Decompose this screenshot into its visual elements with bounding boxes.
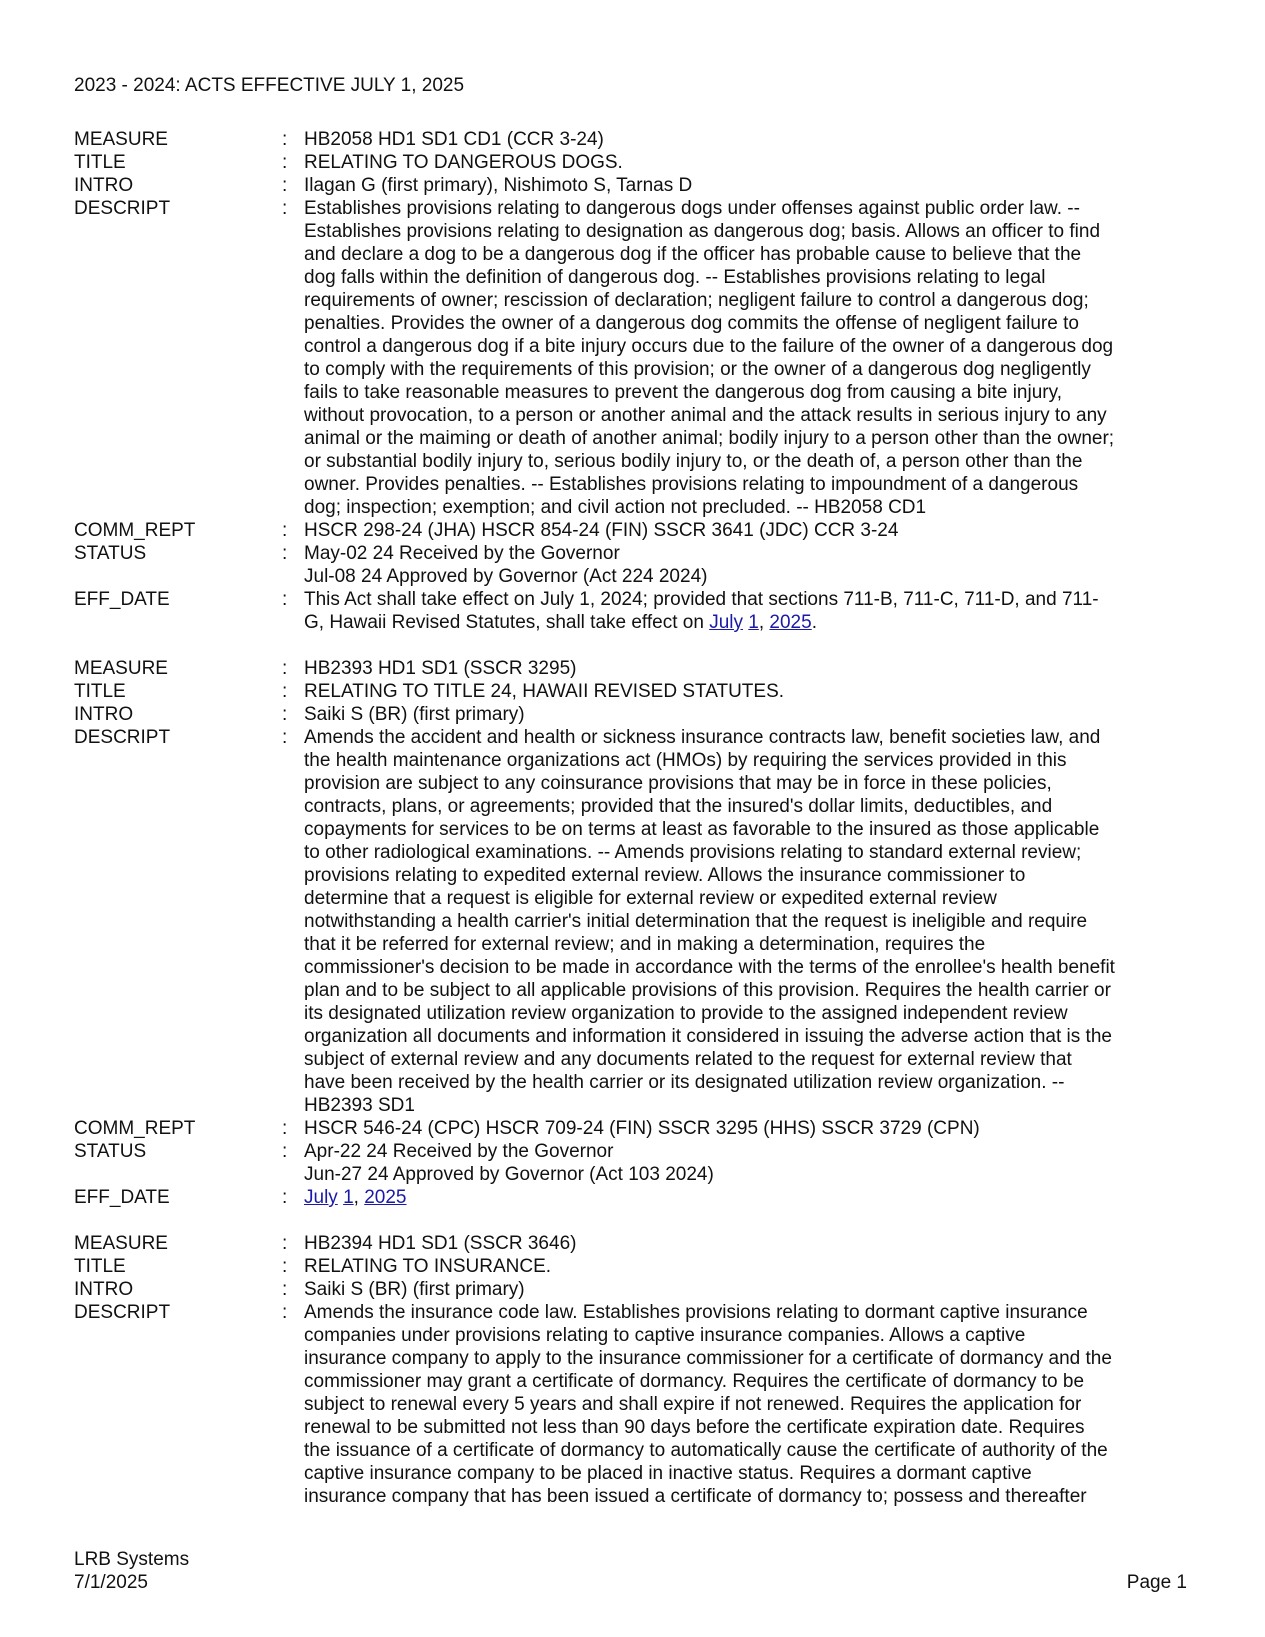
descript-line: plan and to be subject to all applicable provisions of this provision. Requires the health carrier or	[304, 980, 1111, 1001]
measure-row	[74, 128, 1194, 151]
measure-value: HB2058 HD1 SD1 CD1 (CCR 3-24)	[304, 129, 604, 150]
field-separator: :	[282, 1187, 288, 1208]
descript-line: Establishes provisions relating to designation as dangerous dog; basis. Allows an officer to find	[304, 221, 1101, 242]
comm-rept-label: COMM_REPT	[74, 1118, 196, 1139]
title-value: RELATING TO TITLE 24, HAWAII REVISED STATUTES.	[304, 681, 785, 702]
comm-rept-label: COMM_REPT	[74, 520, 196, 541]
descript-row	[74, 726, 1194, 1117]
eff-date-text: G, Hawaii Revised Statutes, shall take effect on	[304, 612, 710, 633]
measure-value: HB2393 HD1 SD1 (SSCR 3295)	[304, 658, 577, 679]
descript-line: fails to take reasonable measures to prevent the dangerous dog from causing a bite injury,	[304, 382, 1062, 403]
descript-row	[74, 1301, 1194, 1508]
comm-rept-value: HSCR 298-24 (JHA) HSCR 854-24 (FIN) SSCR 3641 (JDC) CCR 3-24	[304, 520, 899, 541]
descript-row	[74, 197, 1194, 519]
date-link-month[interactable]: July	[304, 1187, 338, 1208]
descript-line: commissioner may grant a certificate of dormancy. Requires the certificate of dormancy to be	[304, 1371, 1085, 1392]
acts-list	[74, 128, 1194, 1531]
descript-line: to comply with the requirements of this provision; or the owner of a dangerous dog negligently	[304, 359, 1091, 380]
measure-record	[74, 657, 1194, 1209]
field-separator: :	[282, 589, 288, 610]
descript-line: organization all documents and information it considered in issuing the adverse action that is the	[304, 1026, 1112, 1047]
descript-line: HB2393 SD1	[304, 1095, 415, 1116]
descript-line: companies under provisions relating to captive insurance companies. Allows a captive	[304, 1325, 1026, 1346]
footer-date: 7/1/2025	[74, 1572, 148, 1593]
descript-line: commissioner's decision to be made in accordance with the terms of the enrollee's health benefit	[304, 957, 1115, 978]
descript-line: without provocation, to a person or another animal and the attack results in serious injury to any	[304, 405, 1107, 426]
field-separator: :	[282, 543, 288, 564]
title-row	[74, 680, 1194, 703]
comm-rept-value: HSCR 546-24 (CPC) HSCR 709-24 (FIN) SSCR 3295 (HHS) SSCR 3729 (CPN)	[304, 1118, 980, 1139]
descript-label: DESCRIPT	[74, 1302, 171, 1323]
status-value	[304, 542, 1194, 588]
field-separator: :	[282, 1141, 288, 1162]
eff-date-value	[304, 588, 1194, 634]
descript-line: Amends the accident and health or sickness insurance contracts law, benefit societies law, and	[304, 727, 1101, 748]
status-line: Apr-22 24 Received by the Governor	[304, 1141, 614, 1162]
field-separator: :	[282, 704, 288, 725]
status-label: STATUS	[74, 1141, 147, 1162]
descript-line: or substantial bodily injury to, serious bodily injury to, or the death of, a person other than the	[304, 451, 1083, 472]
eff-date-line	[304, 611, 1194, 634]
descript-line: insurance company that has been issued a certificate of dormancy to; possess and thereafter	[304, 1486, 1087, 1507]
descript-line: insurance company to apply to the insurance commissioner for a certificate of dormancy and the	[304, 1348, 1112, 1369]
descript-line: dog falls within the definition of dangerous dog. -- Establishes provisions relating to legal	[304, 267, 1046, 288]
field-separator: :	[282, 1256, 288, 1277]
descript-line: the issuance of a certificate of dormancy to automatically cause the certificate of authority of the	[304, 1440, 1108, 1461]
eff-date-label: EFF_DATE	[74, 1187, 170, 1208]
date-link-day[interactable]: 1	[748, 612, 759, 633]
descript-line: subject of external review and any documents related to the request for external review that	[304, 1049, 1072, 1070]
title-label: TITLE	[74, 152, 126, 173]
field-separator: :	[282, 520, 288, 541]
status-value	[304, 1140, 1194, 1186]
title-value: RELATING TO INSURANCE.	[304, 1256, 552, 1277]
field-separator: :	[282, 152, 288, 173]
date-separator: ,	[353, 1187, 365, 1208]
descript-line: provision are subject to any coinsurance provisions that may be in force in these policies,	[304, 773, 1052, 794]
measure-label: MEASURE	[74, 658, 168, 679]
date-link-month[interactable]: July	[709, 612, 743, 633]
date-link-year[interactable]: 2025	[769, 612, 812, 633]
comm-rept-row	[74, 519, 1194, 542]
descript-line: dog; inspection; exemption; and civil action not precluded. -- HB2058 CD1	[304, 497, 927, 518]
field-separator: :	[282, 681, 288, 702]
descript-line: determine that a request is eligible for external review or expedited external review	[304, 888, 997, 909]
status-line: Jun-27 24 Approved by Governor (Act 103 2024)	[304, 1164, 714, 1185]
descript-line: and declare a dog to be a dangerous dog if the officer has probable cause to believe that the	[304, 244, 1082, 265]
intro-row	[74, 174, 1194, 197]
descript-line: penalties. Provides the owner of a dangerous dog commits the offense of negligent failure to	[304, 313, 1079, 334]
measure-record	[74, 1232, 1194, 1508]
page-footer	[74, 1548, 189, 1594]
descript-line: have been received by the health carrier or its designated utilization review organization. --	[304, 1072, 1065, 1093]
descript-value	[304, 197, 1194, 519]
descript-line: contracts, plans, or agreements; provided that the insured's dollar limits, deductibles, and	[304, 796, 1053, 817]
intro-value: Ilagan G (first primary), Nishimoto S, Tarnas D	[304, 175, 693, 196]
descript-label: DESCRIPT	[74, 727, 171, 748]
measure-row	[74, 1232, 1194, 1255]
comm-rept-row	[74, 1117, 1194, 1140]
field-separator: :	[282, 1302, 288, 1323]
field-separator: :	[282, 1279, 288, 1300]
status-row	[74, 1140, 1194, 1186]
eff-date-value	[304, 1186, 1194, 1209]
eff-date-row	[74, 1186, 1194, 1209]
intro-label: INTRO	[74, 1279, 134, 1300]
title-label: TITLE	[74, 1256, 126, 1277]
title-row	[74, 151, 1194, 174]
field-separator: :	[282, 727, 288, 748]
measure-label: MEASURE	[74, 1233, 168, 1254]
descript-line: renewal to be submitted not less than 90 days before the certificate expiration date. Requires	[304, 1417, 1085, 1438]
descript-line: Establishes provisions relating to dangerous dogs under offenses against public order law. --	[304, 198, 1080, 219]
descript-line: copayments for services to be on terms at least as favorable to the insured as those applicable	[304, 819, 1100, 840]
descript-line: subject to renewal every 5 years and shall expire if not renewed. Requires the application for	[304, 1394, 1082, 1415]
status-row	[74, 542, 1194, 588]
measure-record	[74, 128, 1194, 634]
descript-line: notwithstanding a health carrier's initial determination that the request is ineligible and require	[304, 911, 1088, 932]
field-separator: :	[282, 1233, 288, 1254]
descript-line: Amends the insurance code law. Establishes provisions relating to dormant captive insurance	[304, 1302, 1088, 1323]
status-line: May-02 24 Received by the Governor	[304, 543, 620, 564]
descript-line: captive insurance company to be placed in inactive status. Requires a dormant captive	[304, 1463, 1032, 1484]
field-separator: :	[282, 129, 288, 150]
footer-system: LRB Systems	[74, 1549, 190, 1570]
measure-label: MEASURE	[74, 129, 168, 150]
descript-label: DESCRIPT	[74, 198, 171, 219]
intro-label: INTRO	[74, 175, 134, 196]
date-separator: ,	[758, 612, 770, 633]
page-title: 2023 - 2024: ACTS EFFECTIVE JULY 1, 2025	[74, 75, 465, 96]
measure-value: HB2394 HD1 SD1 (SSCR 3646)	[304, 1233, 577, 1254]
status-label: STATUS	[74, 543, 147, 564]
status-line: Jul-08 24 Approved by Governor (Act 224 2024)	[304, 566, 708, 587]
eff-date-label: EFF_DATE	[74, 589, 170, 610]
field-separator: :	[282, 198, 288, 219]
descript-line: its designated utilization review organization to provide to the assigned independent review	[304, 1003, 1068, 1024]
descript-line: the health maintenance organizations act (HMOs) by requiring the services provided in this	[304, 750, 1067, 771]
title-value: RELATING TO DANGEROUS DOGS.	[304, 152, 623, 173]
descript-line: that it be referred for external review; and in making a determination, requires the	[304, 934, 986, 955]
title-row	[74, 1255, 1194, 1278]
eff-date-suffix: .	[811, 612, 817, 633]
descript-value	[304, 726, 1194, 1117]
intro-value: Saiki S (BR) (first primary)	[304, 704, 525, 725]
title-label: TITLE	[74, 681, 126, 702]
descript-line: provisions relating to expedited external review. Allows the insurance commissioner to	[304, 865, 1026, 886]
field-separator: :	[282, 658, 288, 679]
intro-value: Saiki S (BR) (first primary)	[304, 1279, 525, 1300]
measure-row	[74, 657, 1194, 680]
eff-date-row	[74, 588, 1194, 634]
page-number: Page 1	[1126, 1572, 1187, 1593]
descript-line: to other radiological examinations. -- Amends provisions relating to standard external review;	[304, 842, 1082, 863]
descript-line: owner. Provides penalties. -- Establishes provisions relating to impoundment of a dangerous	[304, 474, 1079, 495]
intro-label: INTRO	[74, 704, 134, 725]
eff-date-line: This Act shall take effect on July 1, 2024; provided that sections 711-B, 711-C, 711-D, and 711-	[304, 589, 1099, 610]
date-link-day[interactable]: 1	[343, 1187, 354, 1208]
field-separator: :	[282, 175, 288, 196]
descript-line: animal or the maiming or death of another animal; bodily injury to a person other than the owner;	[304, 428, 1115, 449]
descript-line: requirements of owner; rescission of declaration; negligent failure to control a dangerous dog;	[304, 290, 1089, 311]
descript-value	[304, 1301, 1194, 1508]
intro-row	[74, 703, 1194, 726]
intro-row	[74, 1278, 1194, 1301]
date-link-year[interactable]: 2025	[364, 1187, 407, 1208]
field-separator: :	[282, 1118, 288, 1139]
descript-line: control a dangerous dog if a bite injury occurs due to the failure of the owner of a dangerous dog	[304, 336, 1114, 357]
